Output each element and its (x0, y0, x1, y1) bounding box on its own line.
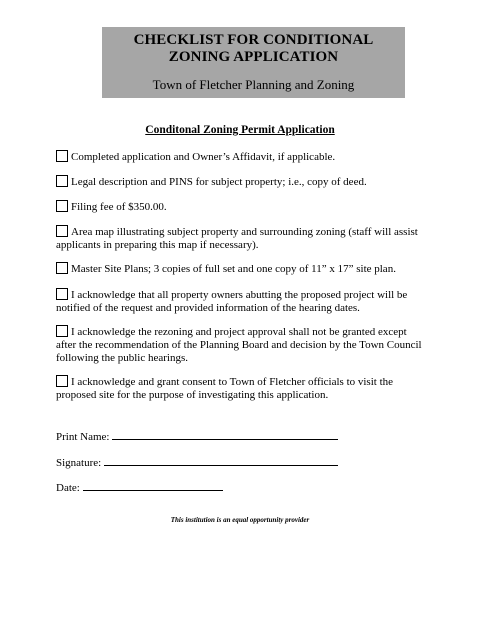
checklist-item-text: Master Site Plans; 3 copies of full set and one copy of 11” x 17” site plan. (71, 263, 396, 275)
checkbox[interactable] (56, 262, 68, 274)
checklist-item (56, 262, 426, 276)
checklist-item (56, 375, 426, 402)
checkbox[interactable] (56, 225, 68, 237)
checkbox[interactable] (56, 375, 68, 387)
checklist-item-text: Filing fee of $350.00. (71, 201, 167, 213)
print-name-input-line[interactable] (112, 429, 338, 440)
checklist-item-text: Legal description and PINS for subject property; i.e., copy of deed. (71, 176, 367, 188)
signature-label: Signature: (56, 457, 102, 469)
checkbox[interactable] (56, 288, 68, 300)
document-subtitle: Town of Fletcher Planning and Zoning (152, 77, 355, 92)
checklist-item (56, 325, 426, 365)
checkbox[interactable] (56, 325, 68, 337)
checklist-item (56, 150, 426, 164)
checklist-item-text: I acknowledge that all property owners abutting the proposed project will be notified of the request and provided information of the hearing dates. (56, 289, 408, 314)
checklist-item (56, 175, 426, 189)
checkbox[interactable] (56, 200, 68, 212)
document-title: CHECKLIST FOR CONDITIONAL ZONING APPLICATION (133, 32, 374, 65)
date-field (56, 480, 223, 495)
signature-input-line[interactable] (104, 455, 338, 466)
checkbox[interactable] (56, 150, 68, 162)
checkbox[interactable] (56, 175, 68, 187)
checklist-item (56, 225, 426, 252)
date-label: Date: (56, 482, 80, 494)
checklist-item (56, 200, 426, 214)
print-name-label: Print Name: (56, 431, 110, 443)
footer-note: This institution is an equal opportunity provider (170, 516, 310, 524)
checklist-item (56, 288, 426, 315)
checklist-item-text: Completed application and Owner’s Affidavit, if applicable. (71, 151, 336, 163)
section-title: Conditonal Zoning Permit Application (145, 124, 335, 136)
checklist-item-text: I acknowledge the rezoning and project approval shall not be granted except after the recommendation of the Planning Board and decision by the Town Council following the public hearings. (56, 326, 422, 364)
print-name-field (56, 429, 338, 444)
date-input-line[interactable] (83, 480, 223, 491)
signature-field (56, 455, 338, 470)
checklist-item-text: I acknowledge and grant consent to Town of Fletcher officials to visit the proposed site for the purpose of investigating this application. (56, 376, 394, 401)
header-box (102, 27, 405, 98)
checklist-item-text: Area map illustrating subject property and surrounding zoning (staff will assist applicants in preparing this map if necessary). (56, 226, 418, 251)
